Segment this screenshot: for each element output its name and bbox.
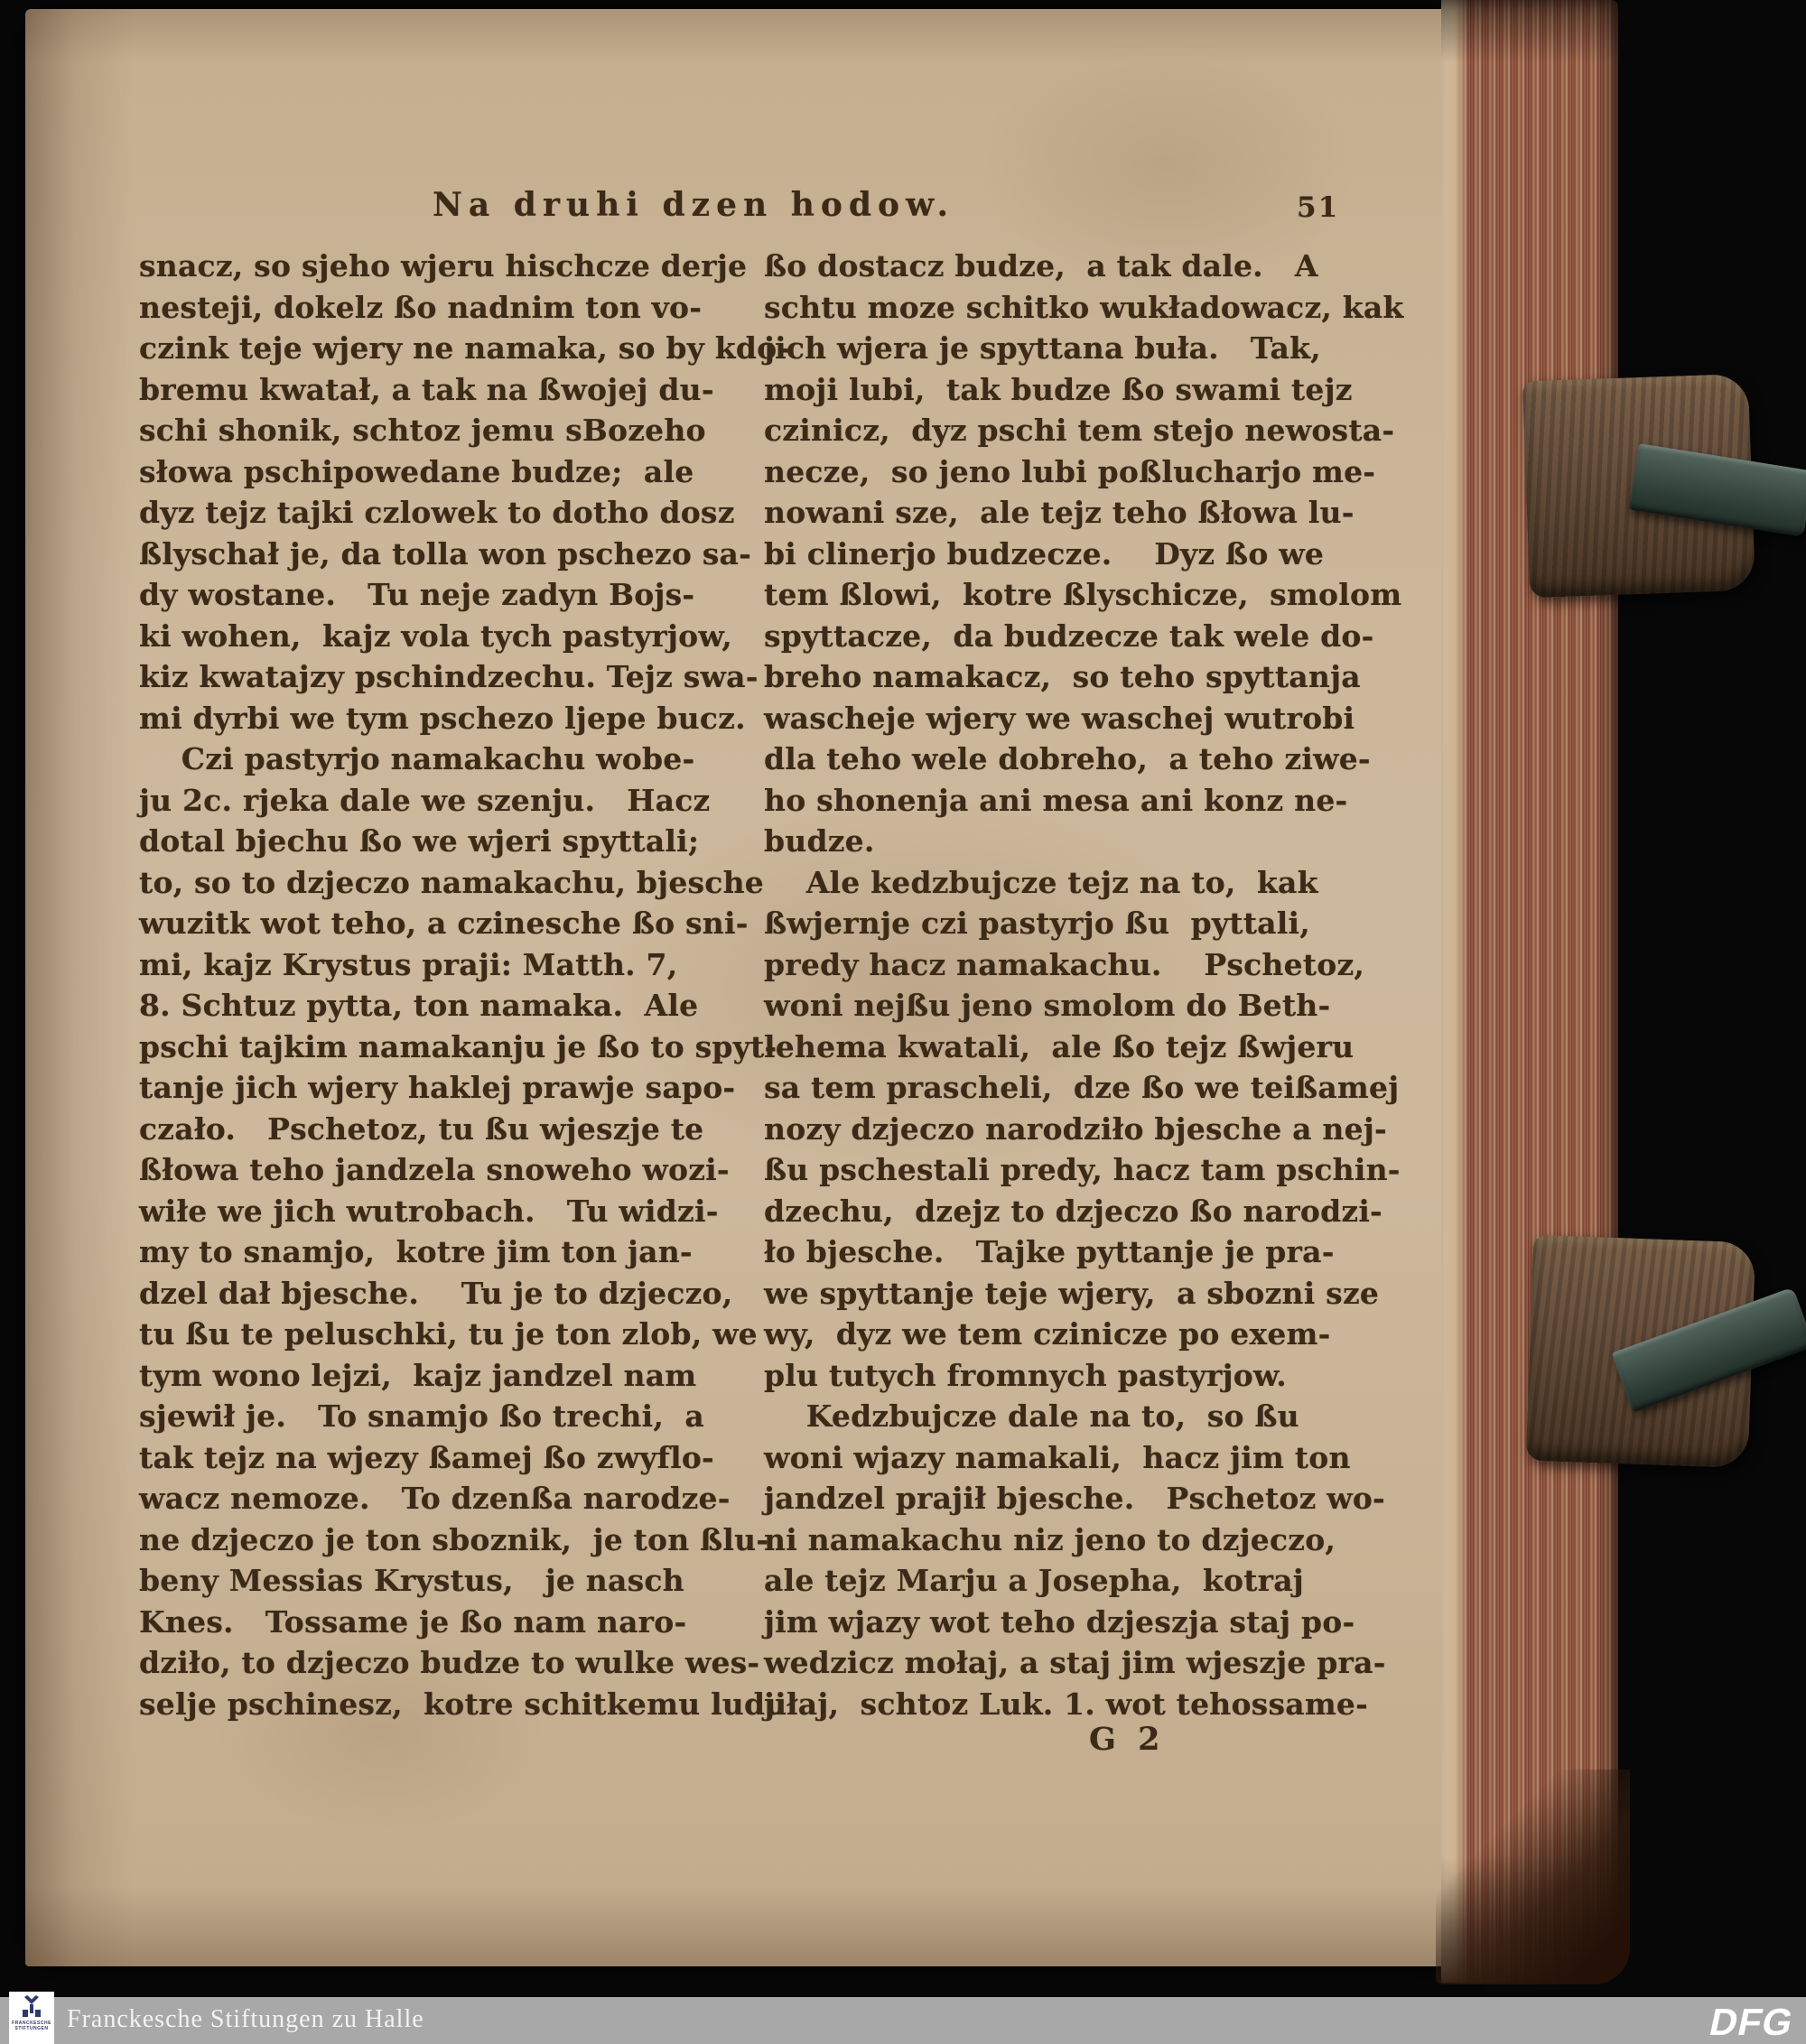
text-line: schi shonik, schtoz jemu sBozeho (139, 413, 706, 448)
text-line: ale tejz Marju a Josepha, kotraj (764, 1563, 1304, 1598)
text-line: selje pschinesz, kotre schitkemu ludu (139, 1686, 787, 1722)
text-line: czink teje wjery ne namaka, so by kdo- (139, 330, 790, 366)
text-line: dyz tejz tajki czlowek to dotho dosz (139, 495, 735, 530)
text-line: sa tem prascheli, dze ßo we teißamej (764, 1070, 1400, 1105)
text-line: bi clinerjo budzecze. Dyz ßo we (764, 535, 1325, 571)
book-clasp-bottom (1530, 1203, 1806, 1500)
book-cover-corner (1436, 1770, 1630, 1984)
text-line: jim wjazy wot teho dzjeszja staj po- (764, 1603, 1355, 1640)
text-line: jich wjera je spyttana buła. Tak, (764, 330, 1321, 366)
text-line: spyttacze, da budzecze tak wele do- (764, 618, 1374, 654)
text-column-right (764, 246, 1404, 1724)
text-line: dy wostane. Tu neje zadyn Bojs- (139, 577, 695, 612)
text-line: plu tutych fromnych pastyrjow. (764, 1357, 1287, 1393)
text-line: ju 2c. rjeka dale we szenju. Hacz (139, 782, 711, 818)
text-line: ne dzjeczo je ton sboznik, je ton ßlu- (139, 1521, 769, 1557)
eagle-emblem-icon (22, 1995, 42, 2019)
text-line: my to snamjo, kotre jim ton jan- (139, 1234, 693, 1269)
digitization-footer-bar (0, 1997, 1806, 2044)
book-clasp-top (1526, 350, 1806, 612)
text-line: we spyttanje teje wjery, a sbozni sze (764, 1275, 1380, 1311)
text-line: tak tejz na wjezy ßamej ßo zwyflo- (139, 1439, 714, 1475)
text-line: breho namakacz, so teho spyttanja (764, 659, 1361, 694)
text-line: ho shonenja ani mesa ani konz ne- (764, 782, 1348, 818)
text-line: nesteji, dokelz ßo nadnim ton vo- (139, 289, 703, 325)
text-line: Ale kedzbujcze tejz na to, kak (764, 864, 1318, 900)
text-line: wiłe we jich wutrobach. Tu widzi- (139, 1193, 719, 1229)
text-line: słowa pschipowedane budze; ale (139, 453, 694, 489)
dfg-logo: DFG (1706, 2001, 1799, 2043)
book-page (25, 9, 1452, 1966)
text-line: wedzicz mołaj, a staj jim wjeszje pra- (764, 1645, 1386, 1680)
text-line: Kedzbujcze dale na to, so ßu (764, 1398, 1299, 1434)
text-line: bremu kwatał, a tak na ßwojej du- (139, 371, 714, 407)
text-line: Knes. Tossame je ßo nam naro- (139, 1603, 687, 1640)
text-line: wy, dyz we tem czinicze po exem- (764, 1316, 1331, 1352)
text-line: woni wjazy namakali, hacz jim ton (764, 1439, 1351, 1475)
text-line: dla teho wele dobreho, a teho ziwe- (764, 741, 1371, 776)
text-line: predy hacz namakachu. Pschetoz, (764, 946, 1365, 982)
logo-caption-line1: FRANCKESCHE (12, 2021, 51, 2026)
text-line: woni nejßu jeno smolom do Beth- (764, 988, 1331, 1023)
text-line: ßwjernje czi pastyrjo ßu pyttali, (764, 906, 1310, 941)
book-fore-edge (1441, 0, 1618, 1983)
text-line: ßlyschał je, da tolla won pschezo sa- (139, 535, 752, 571)
text-line: beny Messias Krystus, je nasch (139, 1563, 684, 1598)
text-line: sjewił je. To snamjo ßo trechi, a (139, 1398, 704, 1434)
text-line: dzechu, dzejz to dzjeczo ßo narodzi- (764, 1193, 1382, 1229)
text-line: snacz, so sjeho wjeru hischcze derje (139, 248, 748, 283)
logo-caption-line2: STIFTUNGEN (14, 2026, 49, 2031)
text-line: ło bjesche. Tajke pyttanje je pra- (764, 1234, 1335, 1269)
text-line: wuzitk wot teho, a czinesche ßo sni- (139, 906, 749, 941)
text-line: moji lubi, tak budze ßo swami tejz (764, 371, 1353, 407)
text-line: ni namakachu niz jeno to dzjeczo, (764, 1521, 1336, 1557)
text-line: mi, kajz Krystus praji: Matth. 7, (139, 946, 678, 982)
text-line: mi dyrbi we tym pschezo ljepe bucz. (139, 700, 746, 736)
library-name-label: Franckesche Stiftungen zu Halle (67, 2005, 424, 2033)
text-line: nozy dzjeczo narodziło bjesche a nej- (764, 1110, 1387, 1147)
text-line: necze, so jeno lubi poßlucharjo me- (764, 453, 1376, 489)
text-line: ki wohen, kajz vola tych pastyrjow, (139, 618, 732, 654)
text-column-left (139, 246, 790, 1724)
text-line: ßu pschestali predy, hacz tam pschin- (764, 1152, 1401, 1187)
text-line: nowani sze, ale tejz teho ßłowa lu- (764, 495, 1354, 530)
text-line: jiłaj, schtoz Luk. 1. wot tehossame- (764, 1686, 1369, 1722)
text-line: ßo dostacz budze, a tak dale. A (764, 248, 1318, 283)
text-line: dziło, to dzjeczo budze to wulke wes- (139, 1645, 760, 1680)
signature-mark: G 2 (1089, 1721, 1166, 1758)
text-line: ßłowa teho jandzela snoweho wozi- (139, 1152, 730, 1187)
text-line: pschi tajkim namakanju je ßo to spyt- (139, 1028, 777, 1064)
text-line: budze. (764, 823, 875, 859)
text-line: schtu moze schitko wukładowacz, kak (764, 289, 1404, 325)
text-line: czinicz, dyz pschi tem stejo newosta- (764, 413, 1395, 448)
text-line: dotal bjechu ßo we wjeri spyttali; (139, 823, 700, 859)
text-line: wascheje wjery we waschej wutrobi (764, 700, 1355, 736)
text-line: tym wono lejzi, kajz jandzel nam (139, 1357, 697, 1393)
text-line: Czi pastyrjo namakachu wobe- (139, 741, 695, 776)
text-line: wacz nemoze. To dzenßa narodze- (139, 1481, 731, 1516)
text-line: tu ßu te peluschki, tu je ton zlob, we (139, 1316, 758, 1352)
text-line: 8. Schtuz pytta, ton namaka. Ale (139, 988, 699, 1023)
text-line: lehema kwatali, ale ßo tejz ßwjeru (764, 1028, 1354, 1064)
text-line: tanje jich wjery haklej prawje sapo- (139, 1070, 736, 1105)
text-line: dzel dał bjesche. Tu je to dzjeczo, (139, 1275, 733, 1311)
running-head: Na druhi dzen hodow. (433, 186, 954, 224)
text-line: kiz kwatajzy pschindzechu. Tejz swa- (139, 659, 759, 694)
page-number: 51 (1297, 191, 1340, 224)
franckesche-stiftungen-logo (9, 1992, 54, 2044)
text-line: jandzel prajił bjesche. Pschetoz wo- (764, 1481, 1385, 1516)
text-line: tem ßlowi, kotre ßlyschicze, smolom (764, 577, 1402, 612)
text-line: to, so to dzjeczo namakachu, bjesche (139, 864, 764, 900)
text-line: czało. Pschetoz, tu ßu wjeszje te (139, 1110, 704, 1147)
